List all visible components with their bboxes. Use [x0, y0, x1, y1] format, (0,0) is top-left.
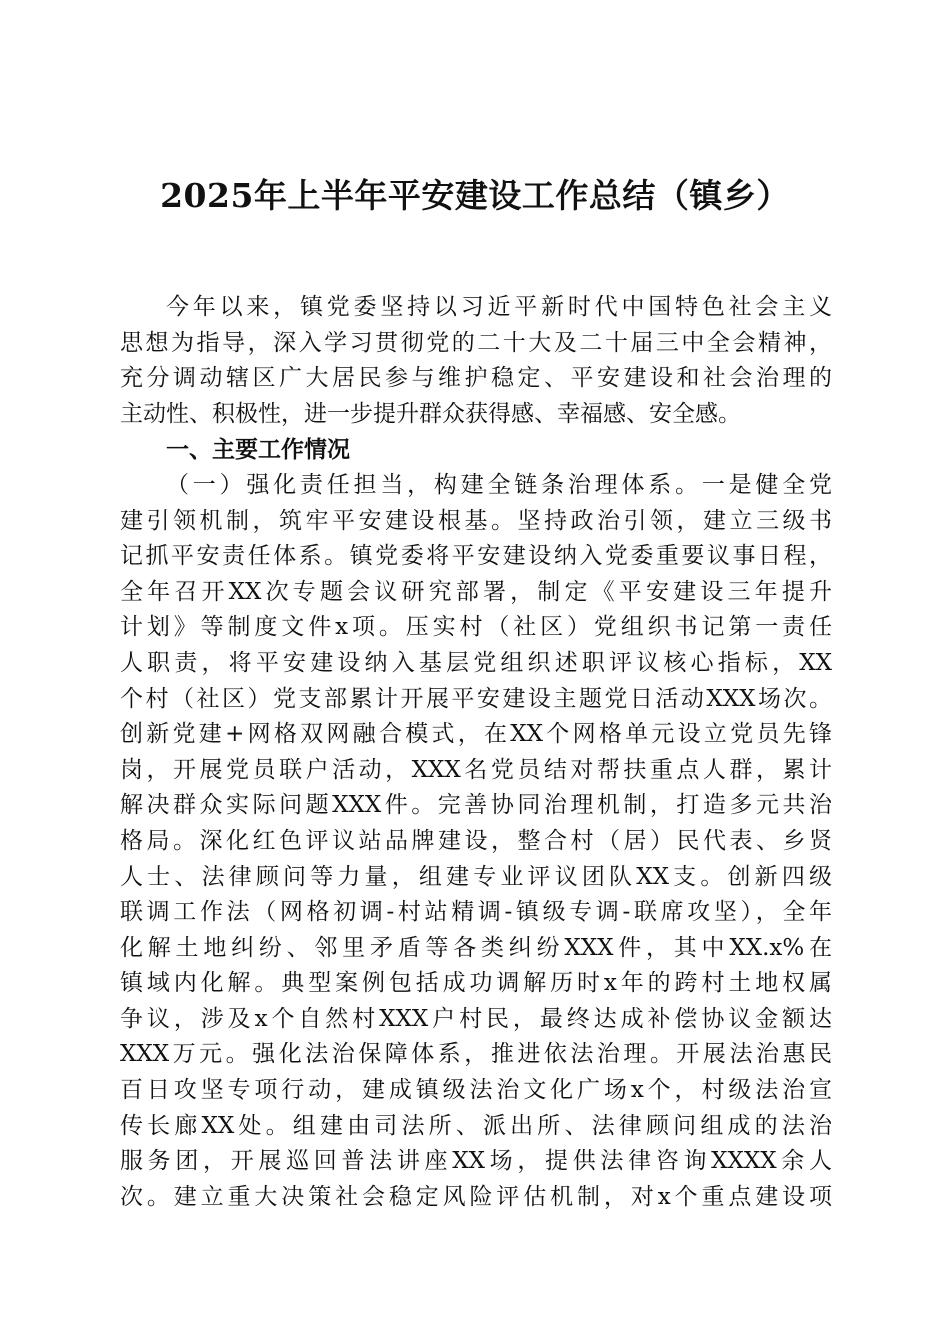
- text-line: 人职责，将平安建设纳入基层党组织述职评议核心指标，XX: [120, 649, 832, 676]
- text-line: 服务团，开展巡回普法讲座XX场，提供法律咨询XXXX余人: [120, 1148, 832, 1175]
- text-line: 计划》等制度文件x项。压实村（社区）党组织书记第一责任: [120, 614, 832, 641]
- text-line: 格局。深化红色评议站品牌建设，整合村（居）民代表、乡贤: [120, 827, 832, 854]
- text-line: 思想为指导，深入学习贯彻党的二十大及二十届三中全会精神，: [120, 329, 832, 356]
- text-line: 传长廊XX处。组建由司法所、派出所、法律顾问组成的法治: [120, 1112, 832, 1139]
- text-line: 镇域内化解。典型案例包括成功调解历时x年的跨村土地权属: [120, 970, 832, 997]
- text-line: 记抓平安责任体系。镇党委将平安建设纳入党委重要议事日程，: [120, 543, 832, 570]
- text-line: 争议，涉及x个自然村XXX户村民，最终达成补偿协议金额达: [120, 1005, 832, 1032]
- text-line: 联调工作法（网格初调-村站精调-镇级专调-联席攻坚），全年: [120, 899, 832, 926]
- intro-paragraph: [120, 290, 832, 1215]
- text-line: （一）强化责任担当，构建全链条治理体系。一是健全党: [166, 471, 832, 498]
- section-heading: 一、主要工作情况: [166, 436, 350, 464]
- text-line: 百日攻坚专项行动，建成镇级法治文化广场x个，村级法治宣: [120, 1077, 832, 1104]
- text-line: 主动性、积极性，进一步提升群众获得感、幸福感、安全感。: [120, 400, 741, 427]
- text-line: 全年召开XX次专题会议研究部署，制定《平安建设三年提升: [120, 578, 832, 605]
- text-line: 创新党建+网格双网融合模式，在XX个网格单元设立党员先锋: [120, 721, 832, 748]
- text-line: 解决群众实际问题XXX件。完善协同治理机制，打造多元共治: [120, 792, 832, 819]
- text-line: 人士、法律顾问等力量，组建专业评议团队XX支。创新四级: [120, 863, 832, 890]
- text-line: 次。建立重大决策社会稳定风险评估机制，对x个重点建设项: [120, 1183, 832, 1210]
- text-line: 今年以来，镇党委坚持以习近平新时代中国特色社会主义: [166, 294, 832, 320]
- text-line: 建引领机制，筑牢平安建设根基。坚持政治引领，建立三级书: [120, 507, 832, 534]
- text-line: 化解土地纠纷、邻里矛盾等各类纠纷XXX件，其中XX.x%在: [120, 934, 832, 961]
- text-line: 充分调动辖区广大居民参与维护稳定、平安建设和社会治理的: [120, 365, 832, 392]
- text-line: 岗，开展党员联户活动，XXX名党员结对帮扶重点人群，累计: [120, 756, 832, 783]
- document-title: 2025年上半年平安建设工作总结（镇乡）: [160, 176, 790, 215]
- text-line: 个村（社区）党支部累计开展平安建设主题党日活动XXX场次。: [120, 685, 832, 712]
- text-line: XXX万元。强化法治保障体系，推进依法治理。开展法治惠民: [120, 1041, 832, 1068]
